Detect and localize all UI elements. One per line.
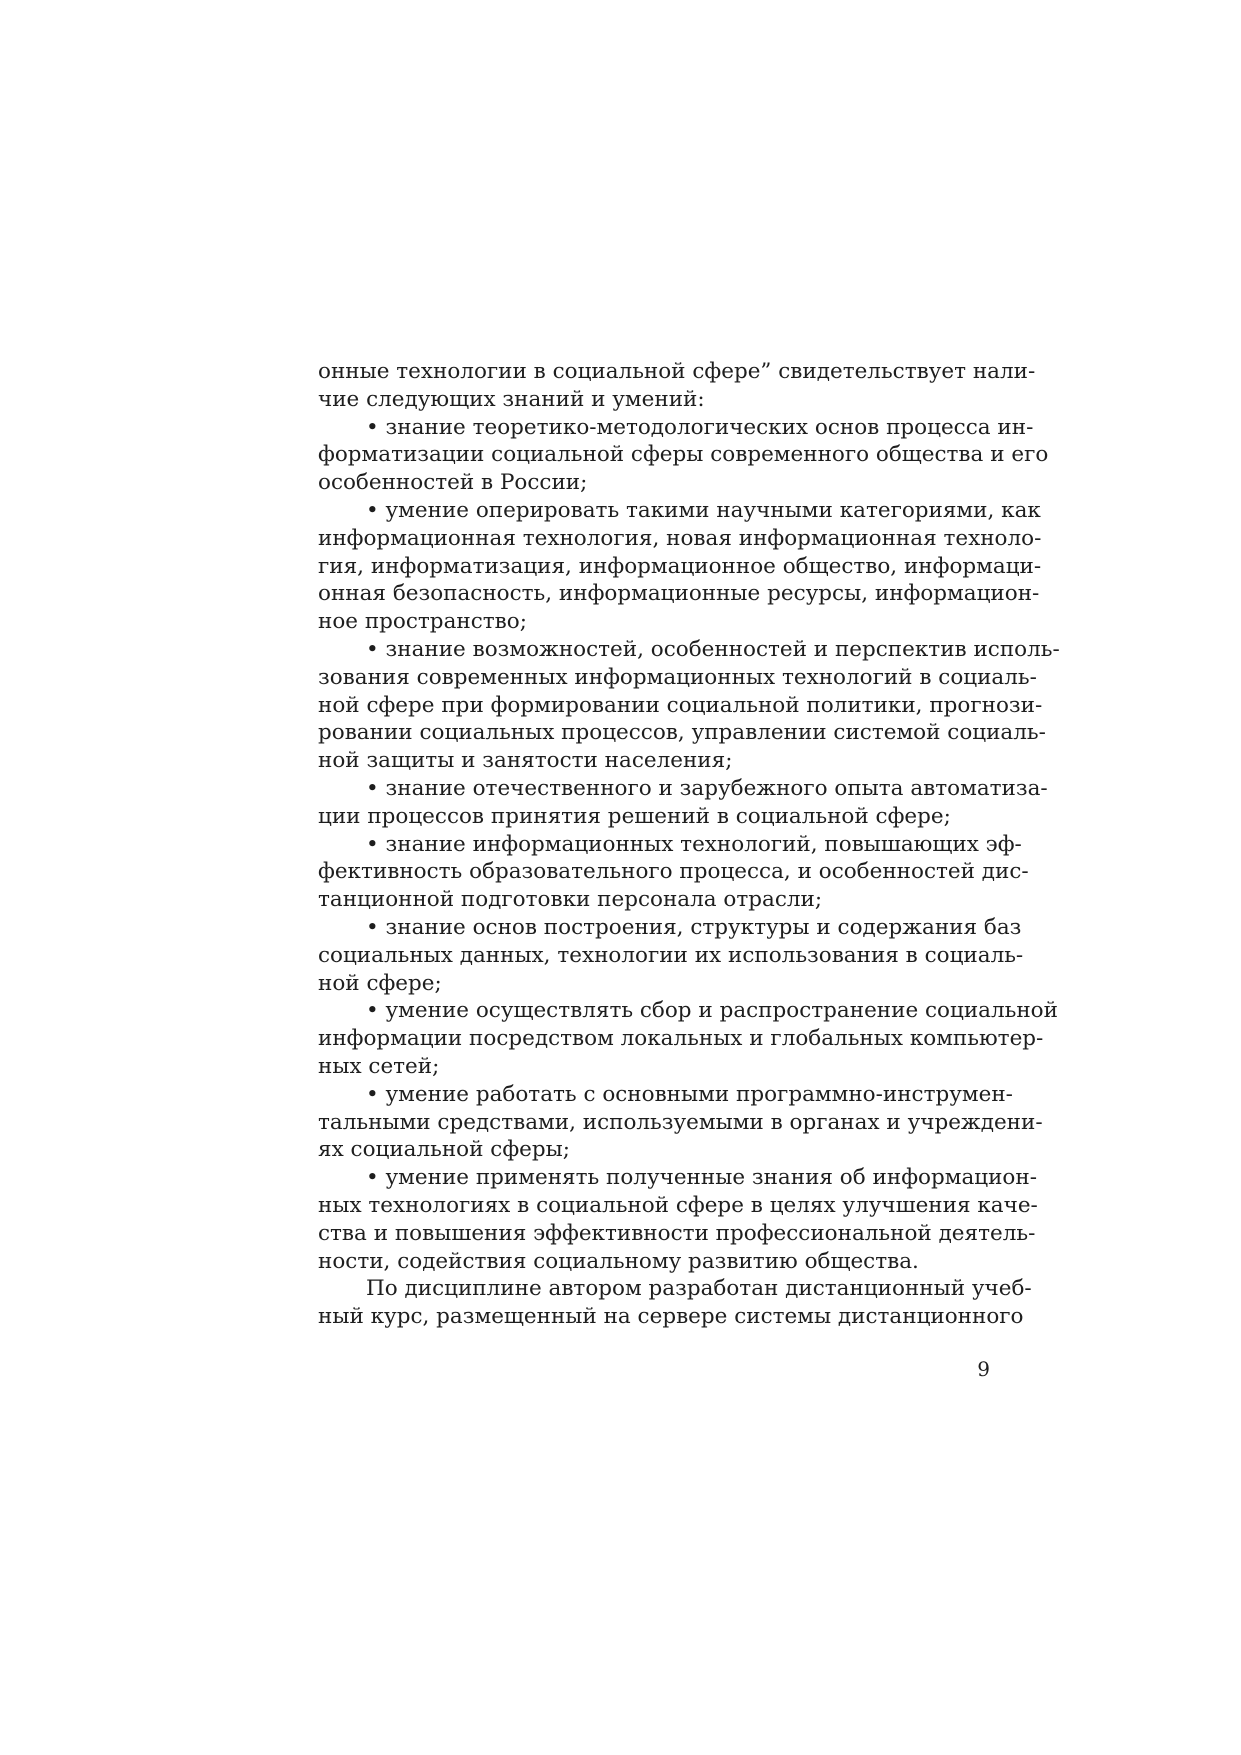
text-line: ных сетей; xyxy=(318,1053,440,1079)
text-line: • знание информационных технологий, повышающих эф- xyxy=(366,831,1022,857)
text-line: онная безопасность, информационные ресурсы, информацион- xyxy=(318,581,1040,607)
body-text xyxy=(318,358,1060,1331)
text-line: социальных данных, технологии их использования в социаль- xyxy=(318,942,1024,968)
text-line: ной защиты и занятости населения; xyxy=(318,748,733,774)
text-line: чие следующих знаний и умений: xyxy=(318,386,705,412)
text-line: фективность образовательного процесса, и особенностей дис- xyxy=(318,859,1029,885)
text-line: • умение работать с основными программно-инструмен- xyxy=(366,1081,1013,1107)
text-line: ных технологиях в социальной сфере в целях улучшения каче- xyxy=(318,1192,1038,1218)
text-line: • знание теоретико-методологических основ процесса ин- xyxy=(366,414,1034,440)
text-line: • знание возможностей, особенностей и перспектив исполь- xyxy=(366,636,1060,662)
text-line: танционной подготовки персонала отрасли; xyxy=(318,887,823,913)
text-line: По дисциплине автором разработан дистанционный учеб- xyxy=(366,1276,1032,1302)
text-line: гия, информатизация, информационное общество, информаци- xyxy=(318,553,1042,579)
text-line: ной сфере при формировании социальной политики, прогнози- xyxy=(318,692,1043,718)
page-number: 9 xyxy=(977,1357,990,1381)
text-line: ях социальной сферы; xyxy=(318,1137,570,1163)
text-line: онные технологии в социальной сфере” свидетельствует нали- xyxy=(318,359,1036,384)
text-line: ной сфере; xyxy=(318,970,442,996)
text-line: • умение осуществлять сбор и распространение социальной xyxy=(366,998,1058,1024)
text-line: • умение оперировать такими научными категориями, как xyxy=(366,497,1041,523)
text-line: ции процессов принятия решений в социальной сфере; xyxy=(318,803,951,829)
text-line: ства и повышения эффективности профессиональной деятель- xyxy=(318,1220,1036,1246)
text-line: информационная технология, новая информационная техноло- xyxy=(318,525,1042,551)
text-line: ное пространство; xyxy=(318,609,527,635)
text-line: ности, содействия социальному развитию общества. xyxy=(318,1248,919,1274)
text-line: ровании социальных процессов, управлении системой социаль- xyxy=(318,720,1046,746)
text-line: информации посредством локальных и глобальных компьютер- xyxy=(318,1026,1044,1052)
text-line: • умение применять полученные знания об информацион- xyxy=(366,1165,1037,1191)
text-line: • знание основ построения, структуры и содержания баз xyxy=(366,914,1022,940)
text-line: зования современных информационных технологий в социаль- xyxy=(318,664,1037,690)
text-line: ный курс, размещенный на сервере системы дистанционного xyxy=(318,1304,1024,1330)
text-line: тальными средствами, используемыми в органах и учреждени- xyxy=(318,1109,1043,1135)
text-line: особенностей в России; xyxy=(318,470,588,496)
text-line: • знание отечественного и зарубежного опыта автоматиза- xyxy=(366,775,1048,801)
text-line: форматизации социальной сферы современного общества и его xyxy=(318,442,1049,468)
